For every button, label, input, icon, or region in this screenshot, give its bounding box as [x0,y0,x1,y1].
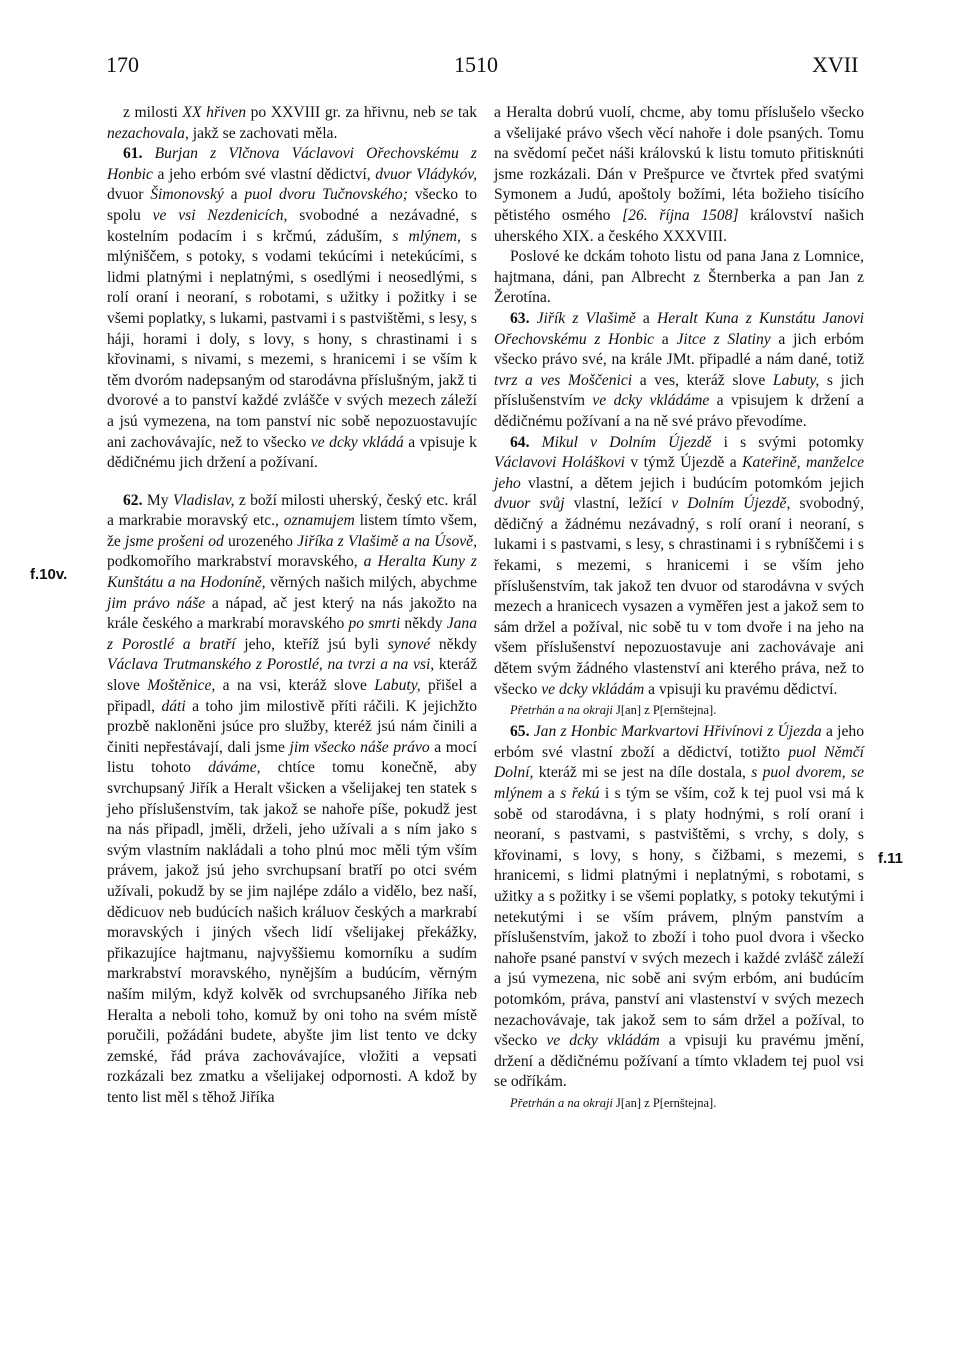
text-run: jeho, kteříž jsú byli [235,635,388,653]
text-run: i s tým se vším, což k tej puol vsi má k sobě od starodávna, i s platy hodnými, s rolí oraní i neoraní, s pastvami, s pastvištěmi, s vrchy, s doly, s křovinami, s lovy, s hony, s čižbami, s mezemi, s hranicemi, s lidmi platnými i neplatnými, s robotami, s užitky a s požitky i se všemi poplatky, s potoky tekutými i netekutými i se vším právem, plným panstvím a příslušenstvím, jakož to zboží i toho puol dvora i všecko nahoře psané panství v svých mezech i každé zvlášč záleží a jsú vymezena, nic sobě ani svým erbóm, ani budúcím potomkóm, práva, panství ani vlastenství v svých mezech nezachovávaje, tak jakož sem to sám držel a požíval, to všecko [494,785,864,1050]
italic-text: nezachovala, [107,124,189,142]
italic-text: puol dvoru Tučnovského; [244,186,408,204]
entry-63 [494,309,864,433]
italic-text: Jiřík z Vlašimě [536,309,636,327]
italic-text: se [440,104,454,121]
envoys-paragraph [494,247,864,309]
right-column [494,103,864,1115]
folio-mark-right: f.11 [878,850,904,867]
italic-text: ve dcky vkládáme [592,392,710,410]
text-run: a toho jim milostivě příti ráčili. K jejichžto prozbě nakloněni jsúce pro služby, kteréž jsú nám činili a činiti nepřestávají, dali jsme [107,697,477,756]
text-run: věrných našich milých, abychme [265,574,477,592]
text-run: a vpisuje k dědičnému jich držení a požívaní. [107,433,477,472]
italic-text: dáváme, [208,759,261,777]
page-number: 170 [106,52,139,77]
italic-text: jim všecko náše právo [289,738,430,756]
italic-text: Přetrhán a na okraji [510,703,613,718]
text-run: všecko to spolu [107,186,478,224]
entry-65 [494,722,864,1093]
text-run: a Heralta dobrú vuolí, chcme, aby tomu příslušelo všecko a všelijaké právo všech věcí nahoře i dole psaných. Tomu na svědomí pečet náši královskú k listu tomuto přitisknúti jsme rozkázali. Dán v Prešpurce ve čtvrtek před svatými Symonem a Judú, apoštoly božími, léta božieho tisícího pětistého osmého [494,104,864,224]
italic-text: tvrz a ves Moščenici [494,371,633,389]
italic-text: Jan z Honbic Markvartovi Hřivínovi z Újezda [533,723,822,741]
italic-text: [26. října 1508] [622,206,739,224]
italic-text: po smrti [348,615,401,633]
text-run: vlastní, ležící [564,495,672,513]
volume-number: XVII [812,52,859,77]
text-run: tak [453,104,478,121]
text-run: z milosti [123,104,183,121]
italic-text: s mlýnem, [392,227,461,245]
text-run: chtíce tomu konečně, aby svrchupsaný Jiřík a Heralt všicken a všelijakej ten statek s jeho příslušenstvím, tak jakož se nahoře píše, pokudž jest na nás připadl, jměli, drželi, jeho užívali a s ním jako s svým vlastním nakládali a toho plnú moc měli tým vším právem, jakož jsú jeho svrchupsaní bratří po otci svém užívali, pokudž by se jim najlépe zdálo a vidělo, bez naší, dědicuov neb budúcích našich králuov českých a markrabí moravských i jiných všech lidí všelijakej překážky, přikazujíce hajtmanu, najvyššiemu komorníku a sudím markrabství moravského, nynějším a budúcím, věrným naším milým, když kolvěk od svrchupsaného Jiříka neb Heralta a neboli toho, komuž by oni toho na svém místě poručili, požádáni budete, abyšte jim list tento ve dcky zemské, řád práva zachovávajíce, vložiti a vepsati rozkázali bez zmatku a všelijakej odpornosti. A kdož by tento list měl s těhož Jiříka [107,759,477,1106]
text-run: a jeho erbóm své vlastní zboží a dědictví, totižto [494,723,864,761]
entry-number: 63. [510,309,530,327]
text-run: vlastní, a dětem jejich i budúcím potomkóm jejich [520,474,864,492]
entry-number: 65. [510,723,530,741]
italic-text: Šimonovský [150,186,224,204]
text-run: království našich uherského XIX. a českého XXXVIII. [494,206,864,245]
text-run: svobodný, dědičný a žádnému nezávadný, s rolí oraní i neoraní, s lukami i s pastvami, s lesy, s chrastinami i s rybníščemi i s řekami, s mezemi, s hranicemi i se vším jeho příslušenstvím, tak jakož ten dvuor od starodávna v svých mezech a hranicech vysazen a vyměřen jest a jakož sem to sám držel a požíval, nic sobě tu v tom dvoře i na jeho na všem příslušenství nepozuostavuje ani zachovávaje ani dětem svým žádného vlastenství ani kterého práva, než to všecko [494,495,865,698]
left-column [107,103,477,1109]
text-run: někdy [400,615,447,633]
text-run: a jich erbóm všecko právo své, na krále JMt. připadlé a nám dané, totiž [494,330,865,369]
text-run: a mocí listu tohoto [107,738,477,777]
italic-text: synové [387,635,431,653]
text-run: J[an] z P[ernštejna]. [612,1095,717,1110]
text-run: z boží milosti uherský, český etc. král a markrabie moravský etc., [107,491,477,530]
text-run: někdy [430,635,477,653]
italic-text: Kateřině, manželce jeho [494,454,864,492]
entry-number: 64. [510,433,530,451]
italic-text: Václavovi Holáškovi [494,454,625,472]
italic-text: ve dcky vkládám [541,680,645,698]
italic-text: Přetrhán a na okraji [510,1095,613,1110]
text-run: a [223,186,245,204]
text-run [530,310,537,327]
text-run: kteráž slove [107,656,478,695]
text-run: a [654,330,677,348]
text-run: i s svými potomky [711,433,864,451]
text-run [530,434,542,451]
entry-62 [107,491,477,1109]
entry-61 [107,144,477,474]
italic-text: ve vsi Nezdenicích, [152,206,288,224]
entry-62-continuation [494,103,864,247]
text-run: a [635,309,657,327]
italic-text: dvuor Vládykóv, [375,165,477,183]
text-run: Poslové ke dckám tohoto listu od pana Jana z Lomnice, hajtmana, dáni, pan Albrecht z Šternberka a pan Jan z Žerotína. [494,248,864,307]
italic-text: s řekú [560,785,600,802]
text-run: listem tímto všem, že [107,512,477,550]
italic-text: Labuty, [374,677,421,695]
italic-text: Jana z Porostlé a bratří [107,615,477,653]
italic-text: Moštěnice, [147,677,216,695]
italic-text: dvuor svůj [494,495,565,513]
marginal-note-64 [494,701,864,719]
italic-text: puol Němčí Dolní, [494,743,864,782]
text-run: dvuor [107,186,151,204]
text-run: po XXVIII gr. za hřivnu, neb [246,104,441,121]
italic-text: Jiříka z Vlašimě a na Úsově, [297,532,477,550]
text-run: a vpisuji ku pravému dědictví. [644,680,838,698]
folio-mark-left: f.10v. [30,566,68,583]
text-run: J[an] z P[ernštejna]. [612,703,717,718]
italic-text: Jitce z Slatiny [676,330,771,348]
entry-number: 62. [123,491,143,509]
text-run: urozeného [223,532,298,550]
text-run: a vpisuji ku pravému jmění, držení a dědičnému požívaní a tímto vkladem tej puol vsi se odříkám. [494,1032,864,1091]
text-run: jakž se zachovati měla. [188,124,338,142]
text-run: a vpisujem k držení a dědičnému požívaní a na ně své právo převodíme. [494,392,864,430]
text-run [143,145,155,162]
text-run: v týmž Újezdě a [624,454,743,472]
italic-text: Vladislav, [172,491,235,509]
italic-text: XX hřiven [182,104,247,121]
year-heading: 1510 [454,52,498,77]
entry-64 [494,433,864,701]
text-run: a [542,785,561,802]
text-run: svobodné a nezávadné, s kostelním podacím i s krčmú, záduším, [107,206,477,245]
marginal-note-65 [494,1094,864,1112]
paragraph-intro [107,103,477,144]
text-run: s mlýniščem, s potoky, s vodami tekúcími i netekúcími, s lidmi platnými i neplatnými, s osedlými i neosedlými, s rolí oraní i neoraní, s robotami, s užitky i požitky i se všemi poplatky, s lukami, pastvami i s pastvištěmi, s lesy, s háji, horami i doly, s lovy, s hony, s chrastinami i s křovinami, s nivami, s mezemi, s hranicemi i se vším k těm dvoróm nadepsaným od starodávna příslušným, jakž ti dvorové a to panství každé zvlášče v svých mezech záleží a jsú vymezena, na tom panství nic sobě nepozuostavujíc ani zachovávajíc, než to všecko [107,227,477,451]
text-run: s jich příslušenstvím [494,371,865,410]
italic-text: jim právo náše [107,594,206,612]
italic-text: jsme prošeni od [125,532,224,550]
text-run: kteráž mi se jest na díle dostala, [533,764,752,782]
italic-text: ve dcky vkládá [310,433,404,451]
italic-text: Heralt Kuna z Kunstátu Janovi Ořechovskému z Honbic [494,309,864,348]
italic-text: oznamujem [283,512,355,530]
italic-text: Burjan z Vlčnova Václavovi Ořechovskému z Honbic [107,145,477,183]
italic-text: dáti [161,697,186,715]
text-run: a nápad, ač jest který na nás jakožto na krále českého a markrabí moravského [107,594,477,633]
text-run: My [142,491,173,509]
text-run: a ves, kteráž slove [632,371,773,389]
text-run: a jeho erbóm své vlastní dědictví, [152,165,376,183]
text-run: přišel a připadl, [107,677,477,715]
page-header [0,52,960,82]
entry-number: 61. [123,145,143,163]
italic-text: ve dcky vkládám [546,1032,660,1050]
text-run: podkomořího markrabství moravského, [107,553,364,571]
italic-text: Mikul v Dolním Újezdě [541,433,712,451]
text-run: a na vsi, kteráž slove [215,677,375,695]
italic-text: a Heralta Kuny z Kunštátu a na Hodoníně, [107,553,477,592]
italic-text: Labuty, [772,371,820,389]
italic-text: Václava Trutmanského z Porostlé, na tvrzi a na vsi, [107,656,435,674]
italic-text: s puol dvorem, se mlýnem [494,764,864,802]
italic-text: v Dolním Újezdě, [671,495,791,513]
